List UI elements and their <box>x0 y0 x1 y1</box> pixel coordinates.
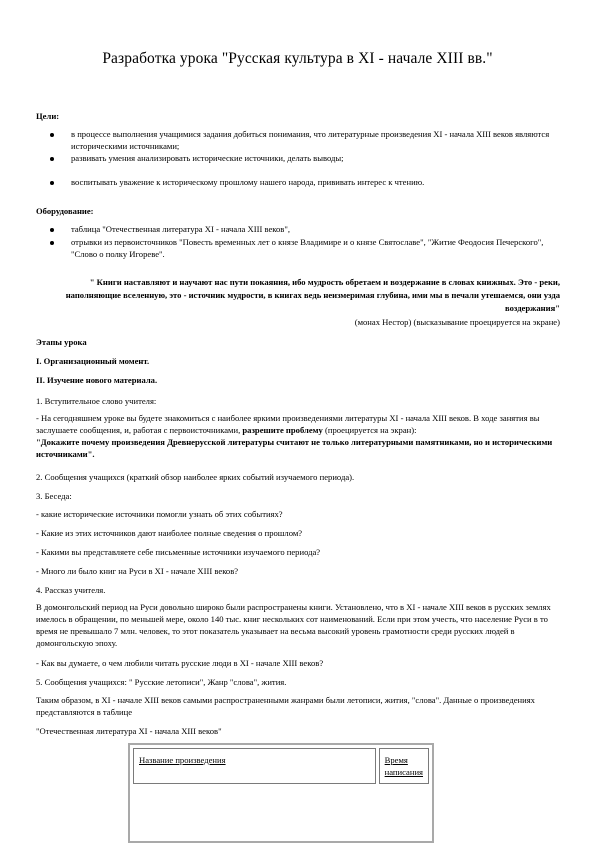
equipment-list <box>36 223 566 260</box>
stages-heading: Этапы урока <box>36 337 87 347</box>
conclusion-paragraph: Таким образом, в XI - начале XIII веков самыми распространенными жанрами были летописи, жития, "слова". Данные о произведениях представляются в таблице <box>36 695 535 717</box>
problem-statement: "Докажите почему произведения Древнерусской литературы считают не только литературными памятниками, но и историческими источниками". <box>36 437 553 459</box>
bullet-icon <box>50 133 54 137</box>
question-item: - какие исторические источники помогли узнать об этих событиях? <box>36 509 283 519</box>
column-header-date: Время написания <box>379 748 429 784</box>
question-item: - Какие из этих источников дают наиболее полные сведения о прошлом? <box>36 528 303 538</box>
goal-item: воспитывать уважение к историческому прошлому нашего народа, прививать интерес к чтению. <box>36 176 566 188</box>
story-paragraph: В домонгольский период на Руси довольно широко были распространены книги. Установлено, что в XI - начале XIII веков в русских землях имелось в обращении, по меньшей мере, около 140 тыс. книг нескольких сот наименований. Если при этом учесть, что население Руси в то время не превышало 7 млн. человек, то этот показатель указывает на весьма высокий уровень грамотности среди русских людей в домонгольскую эпоху. <box>36 602 551 648</box>
literature-table <box>128 743 434 843</box>
epigraph-attribution: (монах Нестор) (высказывание проецируется на экране) <box>354 317 560 327</box>
problem-emphasis: разрешите проблему <box>242 425 323 435</box>
equipment-heading: Оборудование: <box>36 206 94 216</box>
goal-item: развивать умения анализировать исторические источники, делать выводы; <box>36 152 566 164</box>
intro-paragraph: - На сегодняшнем уроке вы будете знакомиться с наиболее яркими произведениями литературы XI - начала XIII веков. В ходе занятия вы заслушаете сообщения, и, работая с первоисточниками, разрешите проблему (проецируется на экран): "Докажите почему произведения Древнерусской литературы считают не только литературными памятниками, но и историческими источниками". <box>36 412 566 460</box>
equipment-item: отрывки из первоисточников "Повесть временных лет о князе Владимире и о князе Святославе", "Житие Феодосия Печерского", "Слово о полку Игореве". <box>36 236 566 260</box>
bullet-icon <box>50 157 54 161</box>
reports-paragraph: 2. Сообщения учащихся (краткий обзор наиболее ярких событий изучаемого периода). <box>36 472 355 482</box>
stage-1-heading: I. Организационный момент. <box>36 356 150 366</box>
goal-item: в процессе выполнения учащимися задания добиться понимания, что литературные произведения XI - начала XIII веков являются историческими источниками; <box>36 128 566 152</box>
stage-2-heading: II. Изучение нового материала. <box>36 375 158 385</box>
bullet-icon <box>50 181 54 185</box>
literature-table-grid <box>130 745 432 787</box>
question-item: - Какими вы представляете себе письменные источники изучаемого периода? <box>36 547 321 557</box>
column-header-title: Название произведения <box>133 748 376 784</box>
talk-heading: 3. Беседа: <box>36 491 72 501</box>
epigraph-quote: " Книги наставляют и научают нас пути покаяния, ибо мудрость обретаем и воздержание в словах книжных. Это - реки, наполняющие вселенную, это - источник мудрости, в книгах ведь неизмеримая глубина, ими мы в печали утешаемся, они узда воздержания" <box>65 277 560 313</box>
table-caption: "Отечественная литература XI - начала XIII веков" <box>36 726 222 736</box>
question-item: - Много ли было книг на Руси в XI - начале XIII веков? <box>36 566 239 576</box>
bullet-icon <box>50 241 54 245</box>
page-title: Разработка урока "Русская культура в XI - начале XIII вв." <box>102 50 493 67</box>
goals-list <box>36 128 566 188</box>
question-5: - Как вы думаете, о чем любили читать русские люди в XI - начале XIII веков? <box>36 658 324 668</box>
intro-heading: 1. Вступительное слово учителя: <box>36 396 157 406</box>
bullet-icon <box>50 228 54 232</box>
goals-heading: Цели: <box>36 111 60 121</box>
story-heading: 4. Рассказ учителя. <box>36 585 106 595</box>
table-row <box>133 748 429 784</box>
reports-5-paragraph: 5. Сообщения учащихся: " Русские летописи", Жанр "слова", жития. <box>36 677 287 687</box>
equipment-item: таблица "Отечественная литература XI - начала XIII веков", <box>36 223 566 235</box>
